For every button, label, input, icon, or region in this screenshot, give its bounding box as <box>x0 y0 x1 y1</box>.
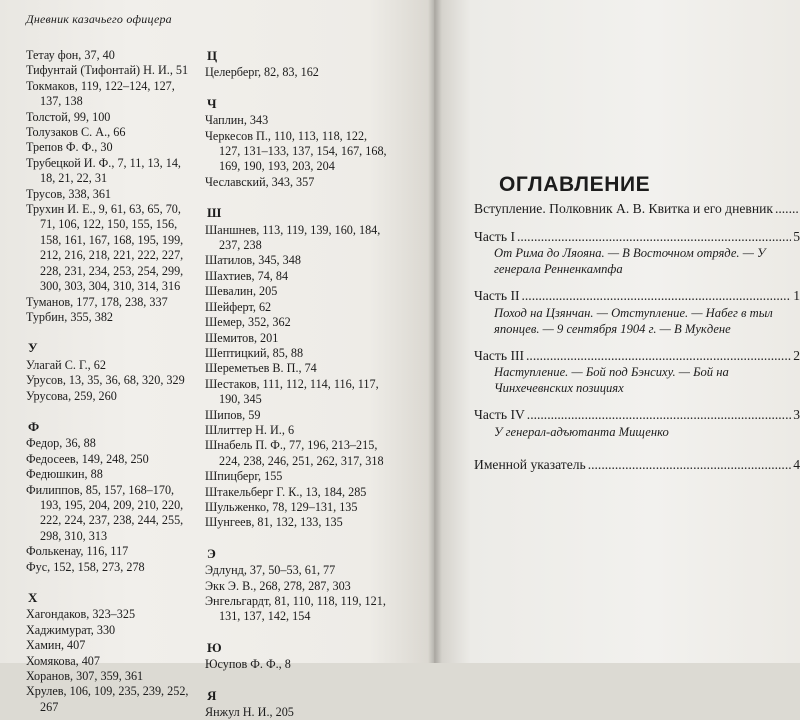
index-letter-heading: Ц <box>207 48 218 63</box>
index-entry: Тифунтай (Тифонтай) Н. И., 51 <box>26 63 189 78</box>
toc-part-subtitle: От Рима до Ляояна. — В Восточном отряде. — У генерала Ренненкампфа <box>494 246 766 276</box>
toc-part <box>474 347 800 397</box>
index-entry: Эдлунд, 37, 50–53, 61, 77 <box>205 563 336 578</box>
index-entry: Трепов Ф. Ф., 30 <box>26 140 113 155</box>
toc-leader-dots <box>522 287 792 305</box>
index-entry: Филиппов, 85, 157, 168–170, 193, 195, 204, 209, 210, 220, 222, 224, 237, 238, 244, 255, 298, 310, 313 <box>26 482 184 543</box>
toc-part-page: 1 <box>793 288 800 303</box>
toc-part-label: Часть II <box>474 288 520 303</box>
index-entry: Шахтиев, 74, 84 <box>205 268 289 283</box>
index-entry: Урусов, 13, 35, 36, 68, 320, 329 <box>26 373 185 388</box>
index-entry: Хрулев, 106, 109, 235, 239, 252, 267 <box>26 684 189 714</box>
index-letter-heading: Э <box>207 545 216 561</box>
index-entry: Фолькенау, 116, 117 <box>26 544 129 559</box>
index-entry: Трухин И. Е., 9, 61, 63, 65, 70, 71, 106, 122, 150, 155, 156, 158, 161, 167, 168, 195, 199, 212, 216, 218, 221, 222, 227, 228, 231, 234, 253, 254, 299, 300, 303, 304, 310, 314, 316 <box>26 202 184 294</box>
index-entry: Шнабель П. Ф., 77, 196, 213–215, 224, 238, 246, 251, 262, 317, 318 <box>205 438 384 468</box>
index-entry: Токмаков, 119, 122–124, 127, 137, 138 <box>26 78 175 109</box>
toc-part-label: Часть I <box>474 228 515 244</box>
toc-index-page: 4 <box>793 456 800 472</box>
index-entry: Шереметьев В. П., 74 <box>205 361 317 376</box>
toc-part <box>474 228 800 278</box>
index-entry: Фус, 152, 158, 273, 278 <box>26 559 145 574</box>
toc-leader-dots <box>775 200 798 218</box>
toc-part-subtitle: Поход на Цзянчан. — Отступление. — Набег в тыл японцев. — 9 сентября 1904 г. — В Мукдене <box>494 305 773 336</box>
index-entry: Трусов, 338, 361 <box>26 186 112 201</box>
toc-part-page: 3 <box>793 407 800 422</box>
index-entry: Энгельгардт, 81, 110, 118, 119, 121, 131, 137, 142, 154 <box>205 594 386 624</box>
index-letter-heading: Я <box>207 687 217 703</box>
index-entry: Хоранов, 307, 359, 361 <box>26 669 144 684</box>
toc-leader-dots <box>526 347 791 365</box>
index-entry: Турбин, 355, 382 <box>26 309 114 324</box>
index-entry: Федюшкин, 88 <box>26 467 103 482</box>
index-entry: Толузаков С. А., 66 <box>26 125 126 140</box>
toc-part-subtitle: Наступление. — Бой под Бэнсиху. — Бой на Чинхечевнских позициях <box>494 365 729 395</box>
index-entry: Шпицберг, 155 <box>205 469 283 484</box>
index-entry: Шунгеев, 81, 132, 133, 135 <box>205 515 343 530</box>
toc-index-label: Именной указатель <box>474 456 586 472</box>
index-entry: Штакельберг Г. К., 13, 184, 285 <box>205 484 367 499</box>
index-entry: Трубецкой И. Ф., 7, 11, 13, 14, 18, 21, 22, 31 <box>26 155 181 186</box>
index-letter-heading: У <box>28 340 38 356</box>
index-entry: Чаплин, 343 <box>205 113 269 128</box>
book-gutter <box>428 0 442 663</box>
toc-leader-dots <box>588 456 791 474</box>
index-entry: Чеславский, 343, 357 <box>205 174 315 189</box>
index-entry: Хагондаков, 323–325 <box>26 607 136 622</box>
index-entry: Урусова, 259, 260 <box>26 388 117 403</box>
toc-part <box>474 287 800 337</box>
index-entry: Улагай С. Г., 62 <box>26 357 106 372</box>
index-entry: Черкесов П., 110, 113, 118, 122, 127, 131–133, 137, 154, 167, 168, 169, 190, 193, 203, 204 <box>205 128 387 174</box>
index-entry: Шлиттер Н. И., 6 <box>205 422 295 437</box>
index-entry: Тетау фон, 37, 40 <box>26 48 115 62</box>
index-entry: Шипов, 59 <box>205 407 261 422</box>
index-entry: Целерберг, 82, 83, 162 <box>205 65 319 80</box>
toc-part-page: 2 <box>793 347 800 363</box>
toc-part-label: Часть IV <box>474 407 525 422</box>
index-entry: Хамин, 407 <box>26 638 86 653</box>
index-entry: Хомякова, 407 <box>26 653 100 668</box>
table-of-contents <box>474 200 800 473</box>
index-letter-heading: Ш <box>207 205 222 221</box>
toc-leader-dots <box>517 228 791 246</box>
index-entry: Шейферт, 62 <box>205 299 272 314</box>
toc-part <box>474 406 800 440</box>
index-letter-heading: Х <box>28 590 38 605</box>
index-entry: Экк Э. В., 268, 278, 287, 303 <box>205 578 351 593</box>
index-entry: Шульженко, 78, 129–131, 135 <box>205 499 358 514</box>
index-entry: Янжул Н. И., 205 <box>205 705 294 720</box>
toc-title: ОГЛАВЛЕНИЕ <box>499 173 651 196</box>
index-entry: Толстой, 99, 100 <box>26 109 111 124</box>
index-entry: Федосеев, 149, 248, 250 <box>26 451 149 466</box>
index-entry: Федор, 36, 88 <box>26 436 96 451</box>
toc-index <box>474 456 800 474</box>
index-entry: Шаншнев, 113, 119, 139, 160, 184, 237, 238 <box>205 222 381 253</box>
toc-part-subtitle: У генерал-адъютанта Мищенко <box>494 424 669 439</box>
index-entry: Шемер, 352, 362 <box>205 315 291 330</box>
index-entry: Шемитов, 201 <box>205 330 279 345</box>
index-entry: Шептицкий, 85, 88 <box>205 345 304 360</box>
index-entry: Шестаков, 111, 112, 114, 116, 117, 190, 345 <box>205 376 379 407</box>
index-letter-heading: Ю <box>207 639 222 655</box>
index-letter-heading: Ч <box>207 95 217 111</box>
index-column-2 <box>205 48 390 720</box>
toc-part-label: Часть III <box>474 347 525 363</box>
index-letter-heading: Ф <box>28 418 40 434</box>
index-entry: Туманов, 177, 178, 238, 337 <box>26 294 168 309</box>
toc-leader-dots <box>527 406 791 424</box>
index-column-1 <box>26 48 196 715</box>
index-entry: Хаджимурат, 330 <box>26 622 116 637</box>
index-entry: Шевалин, 205 <box>205 284 278 299</box>
index-entry: Шатилов, 345, 348 <box>205 253 301 268</box>
toc-part-page: 5 <box>793 228 800 244</box>
toc-intro-label: Вступление. Полковник А. В. Квитка и его дневник <box>474 201 773 216</box>
running-head: Дневник казачьего офицера <box>26 12 172 26</box>
index-entry: Юсупов Ф. Ф., 8 <box>205 657 291 672</box>
toc-intro <box>474 200 800 218</box>
